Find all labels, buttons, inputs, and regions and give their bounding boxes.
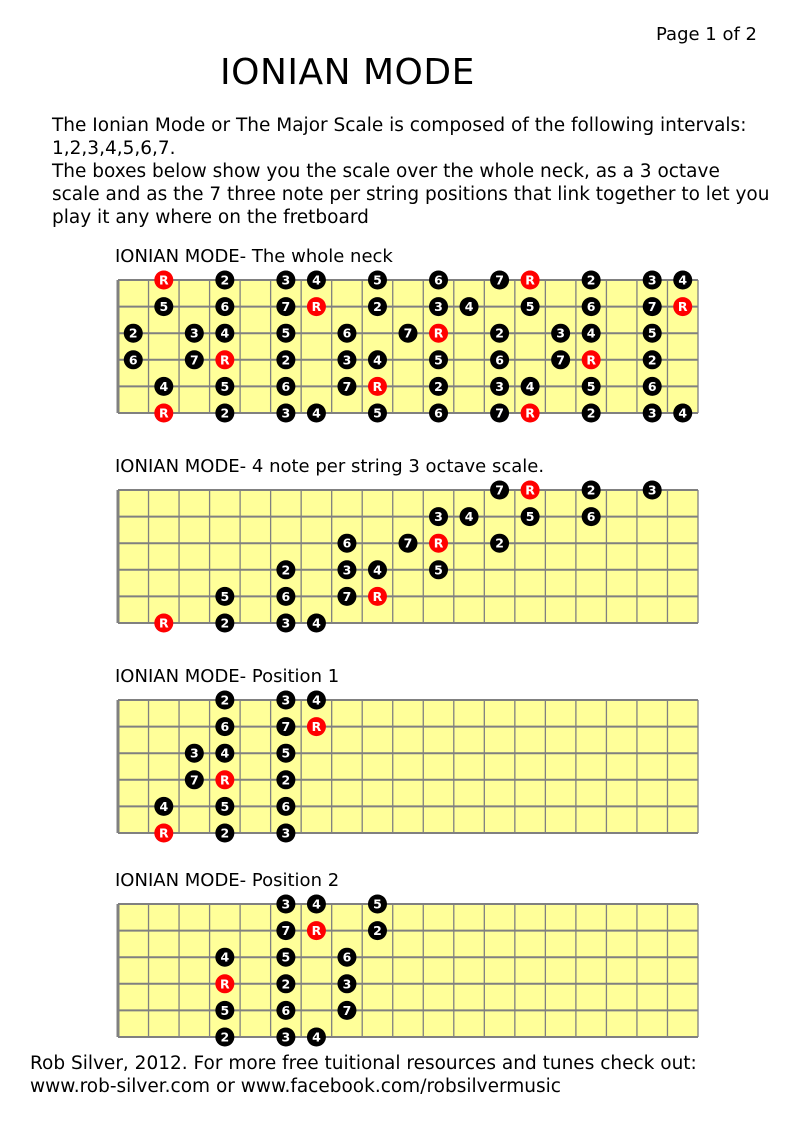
note-label: 7: [342, 378, 352, 394]
note-label: R: [525, 405, 535, 421]
note-label: 2: [647, 352, 657, 368]
note-label: 7: [189, 352, 199, 368]
note-label: 7: [281, 719, 291, 735]
scale-note-marker: [460, 507, 479, 526]
note-label: 2: [281, 976, 291, 992]
root-note-marker: [521, 481, 540, 500]
note-label: 2: [220, 615, 230, 631]
scale-note-marker: [276, 691, 295, 710]
note-label: 7: [495, 482, 504, 498]
note-label: 2: [128, 325, 138, 341]
note-label: 5: [586, 378, 596, 394]
note-label: R: [586, 352, 596, 368]
note-label: 5: [220, 798, 230, 814]
scale-note-marker: [429, 350, 448, 369]
note-label: 7: [403, 325, 413, 341]
root-note-marker: [368, 377, 387, 396]
note-label: 6: [281, 378, 291, 394]
scale-note-marker: [399, 324, 418, 343]
scale-note-marker: [276, 1028, 295, 1047]
note-label: 6: [434, 272, 443, 288]
scale-note-marker: [276, 377, 295, 396]
scale-note-marker: [215, 1028, 234, 1047]
note-label: 2: [373, 923, 382, 939]
scale-note-marker: [337, 350, 356, 369]
note-label: 7: [556, 352, 565, 368]
diagram-title-position-2: IONIAN MODE- Position 2: [115, 870, 340, 891]
note-label: 7: [495, 405, 504, 421]
note-label: 6: [586, 299, 596, 315]
scale-note-marker: [368, 404, 387, 423]
note-label: R: [220, 772, 230, 788]
scale-note-marker: [337, 948, 356, 967]
note-label: 2: [281, 772, 291, 788]
note-label: R: [525, 272, 535, 288]
footer: [30, 1052, 780, 1098]
scale-note-marker: [429, 297, 448, 316]
scale-note-marker: [399, 534, 418, 553]
note-label: R: [220, 976, 230, 992]
note-label: 6: [128, 352, 138, 368]
scale-note-marker: [490, 324, 509, 343]
scale-note-marker: [215, 324, 234, 343]
scale-note-marker: [643, 324, 662, 343]
note-label: 2: [281, 562, 291, 578]
note-label: 4: [312, 405, 321, 421]
scale-note-marker: [643, 481, 662, 500]
scale-note-marker: [276, 717, 295, 736]
note-label: 4: [312, 615, 321, 631]
scale-note-marker: [276, 974, 295, 993]
note-label: 4: [678, 272, 688, 288]
note-label: 3: [556, 325, 565, 341]
note-label: 3: [647, 482, 657, 498]
intro-paragraph-1: The Ionian Mode or The Major Scale is composed of the following intervals: 1,2,3,4,5,6,7.: [52, 115, 747, 159]
note-label: 6: [647, 378, 657, 394]
note-label: 4: [220, 745, 230, 761]
note-label: R: [677, 299, 688, 315]
scale-note-marker: [337, 534, 356, 553]
note-label: 5: [281, 745, 291, 761]
note-label: 3: [647, 272, 657, 288]
note-label: 2: [220, 692, 230, 708]
scale-note-marker: [337, 974, 356, 993]
root-note-marker: [215, 350, 234, 369]
scale-note-marker: [215, 691, 234, 710]
scale-note-marker: [215, 587, 234, 606]
scale-note-marker: [276, 824, 295, 843]
scale-note-marker: [490, 271, 509, 290]
root-note-marker: [521, 271, 540, 290]
scale-note-marker: [368, 560, 387, 579]
root-note-marker: [673, 297, 692, 316]
note-label: 2: [220, 272, 230, 288]
scale-note-marker: [215, 377, 234, 396]
scale-note-marker: [521, 297, 540, 316]
note-label: R: [158, 825, 169, 841]
scale-note-marker: [154, 377, 173, 396]
note-label: 7: [342, 1002, 352, 1018]
scale-note-marker: [307, 691, 326, 710]
note-label: 2: [220, 825, 230, 841]
note-label: R: [311, 923, 322, 939]
scale-note-marker: [551, 350, 570, 369]
scale-note-marker: [429, 404, 448, 423]
scale-note-marker: [582, 404, 601, 423]
note-label: 7: [189, 772, 199, 788]
fretboard-whole-neck: [0, 262, 792, 422]
scale-note-marker: [276, 350, 295, 369]
scale-note-marker: [337, 560, 356, 579]
note-label: 3: [434, 509, 443, 525]
scale-note-marker: [337, 1001, 356, 1020]
root-note-marker: [429, 534, 448, 553]
scale-note-marker: [490, 350, 509, 369]
note-label: 4: [312, 272, 321, 288]
scale-note-marker: [429, 507, 448, 526]
fretboard-background: [118, 904, 698, 1037]
note-label: R: [158, 615, 169, 631]
scale-note-marker: [551, 324, 570, 343]
note-label: 3: [281, 615, 291, 631]
diagram-title-position-1: IONIAN MODE- Position 1: [115, 666, 340, 687]
scale-note-marker: [673, 404, 692, 423]
page-title: IONIAN MODE: [220, 52, 475, 93]
scale-note-marker: [185, 744, 204, 763]
scale-note-marker: [490, 481, 509, 500]
note-label: 4: [586, 325, 596, 341]
note-label: R: [158, 272, 169, 288]
fretboard-position-2: [0, 886, 792, 1046]
scale-note-marker: [307, 1028, 326, 1047]
note-label: 6: [342, 535, 352, 551]
note-label: R: [433, 325, 444, 341]
scale-note-marker: [276, 324, 295, 343]
note-label: 3: [281, 272, 291, 288]
intro-paragraph-2: The boxes below show you the scale over the whole neck, as a 3 octave scale and as the 7 three note per string positions that link together to let you play it any where on the fretboard: [52, 161, 770, 228]
note-label: 6: [495, 352, 504, 368]
scale-note-marker: [582, 377, 601, 396]
root-note-marker: [307, 717, 326, 736]
scale-note-marker: [643, 404, 662, 423]
note-label: 4: [373, 562, 382, 578]
note-label: 5: [220, 1002, 230, 1018]
note-label: 5: [281, 325, 291, 341]
root-note-marker: [368, 587, 387, 606]
note-label: 2: [586, 272, 596, 288]
note-label: 3: [647, 405, 657, 421]
scale-note-marker: [276, 560, 295, 579]
scale-note-marker: [124, 324, 143, 343]
note-label: 4: [312, 1029, 321, 1045]
note-label: 4: [373, 352, 382, 368]
note-label: 2: [586, 405, 596, 421]
scale-note-marker: [643, 297, 662, 316]
note-label: 3: [281, 896, 291, 912]
fretboard-position-1: [0, 682, 792, 842]
scale-note-marker: [124, 350, 143, 369]
note-label: 6: [586, 509, 596, 525]
scale-note-marker: [582, 271, 601, 290]
scale-note-marker: [368, 271, 387, 290]
note-label: 7: [342, 588, 352, 604]
note-label: 2: [434, 378, 443, 394]
note-label: 7: [281, 299, 291, 315]
note-label: R: [525, 482, 535, 498]
note-label: 6: [220, 299, 230, 315]
scale-note-marker: [490, 404, 509, 423]
note-label: 5: [373, 896, 382, 912]
scale-note-marker: [215, 1001, 234, 1020]
note-label: 3: [281, 825, 291, 841]
scale-note-marker: [460, 297, 479, 316]
scale-note-marker: [215, 744, 234, 763]
note-label: 4: [678, 405, 688, 421]
note-label: 5: [525, 299, 535, 315]
note-label: 4: [464, 509, 474, 525]
intro-text: [52, 114, 772, 229]
note-label: 4: [159, 798, 169, 814]
scale-note-marker: [154, 297, 173, 316]
scale-note-marker: [368, 297, 387, 316]
scale-note-marker: [215, 404, 234, 423]
note-label: 5: [434, 352, 443, 368]
note-label: 2: [586, 482, 596, 498]
root-note-marker: [154, 614, 173, 633]
scale-note-marker: [429, 377, 448, 396]
scale-note-marker: [307, 895, 326, 914]
scale-note-marker: [215, 948, 234, 967]
fretboard-background: [118, 280, 698, 413]
note-label: 2: [220, 405, 230, 421]
scale-note-marker: [582, 297, 601, 316]
note-label: 4: [220, 949, 230, 965]
root-note-marker: [429, 324, 448, 343]
scale-note-marker: [185, 350, 204, 369]
note-label: 7: [495, 272, 504, 288]
note-label: 5: [373, 272, 382, 288]
note-label: 5: [434, 562, 443, 578]
footer-links: www.rob-silver.com or www.facebook.com/robsilvermusic: [30, 1076, 561, 1097]
note-label: 6: [342, 325, 352, 341]
scale-note-marker: [429, 271, 448, 290]
root-note-marker: [215, 974, 234, 993]
root-note-marker: [307, 297, 326, 316]
fretboard-background: [118, 700, 698, 833]
note-label: 3: [342, 562, 352, 578]
note-label: 3: [189, 745, 199, 761]
scale-note-marker: [582, 324, 601, 343]
scale-note-marker: [490, 377, 509, 396]
note-label: R: [311, 299, 322, 315]
scale-note-marker: [643, 271, 662, 290]
note-label: 6: [281, 798, 291, 814]
note-label: 4: [312, 896, 321, 912]
note-label: 3: [281, 405, 291, 421]
scale-note-marker: [276, 587, 295, 606]
scale-note-marker: [185, 324, 204, 343]
diagram-title-3-octave: IONIAN MODE- 4 note per string 3 octave scale.: [115, 456, 545, 477]
note-label: 3: [189, 325, 199, 341]
root-note-marker: [154, 824, 173, 843]
note-label: 2: [220, 1029, 230, 1045]
scale-note-marker: [368, 350, 387, 369]
root-note-marker: [521, 404, 540, 423]
note-label: 7: [281, 923, 291, 939]
note-label: 2: [495, 535, 504, 551]
note-label: 6: [281, 588, 291, 604]
scale-note-marker: [582, 507, 601, 526]
scale-note-marker: [215, 297, 234, 316]
scale-note-marker: [276, 921, 295, 940]
note-label: 6: [342, 949, 352, 965]
scale-note-marker: [643, 350, 662, 369]
scale-note-marker: [490, 534, 509, 553]
scale-note-marker: [215, 824, 234, 843]
scale-note-marker: [276, 1001, 295, 1020]
fretboard-3-octave: [0, 472, 792, 632]
scale-note-marker: [215, 717, 234, 736]
note-label: 6: [434, 405, 443, 421]
root-note-marker: [154, 404, 173, 423]
scale-note-marker: [337, 377, 356, 396]
note-label: R: [433, 535, 444, 551]
note-label: 5: [220, 378, 230, 394]
diagram-title-whole-neck: IONIAN MODE- The whole neck: [115, 246, 393, 267]
note-label: R: [311, 719, 322, 735]
note-label: 2: [373, 299, 382, 315]
note-label: 7: [647, 299, 657, 315]
scale-note-marker: [276, 404, 295, 423]
scale-note-marker: [154, 797, 173, 816]
note-label: R: [220, 352, 230, 368]
scale-note-marker: [215, 797, 234, 816]
scale-note-marker: [368, 921, 387, 940]
scale-note-marker: [215, 271, 234, 290]
scale-note-marker: [276, 770, 295, 789]
note-label: 6: [281, 1002, 291, 1018]
fretboard-background: [118, 490, 698, 623]
root-note-marker: [307, 921, 326, 940]
scale-note-marker: [276, 797, 295, 816]
scale-note-marker: [215, 614, 234, 633]
note-label: 3: [495, 378, 504, 394]
note-label: 5: [373, 405, 382, 421]
note-label: 5: [647, 325, 657, 341]
note-label: 3: [342, 976, 352, 992]
scale-note-marker: [368, 895, 387, 914]
note-label: 3: [281, 1029, 291, 1045]
scale-note-marker: [307, 404, 326, 423]
scale-note-marker: [276, 297, 295, 316]
note-label: 5: [525, 509, 535, 525]
root-note-marker: [154, 271, 173, 290]
note-label: R: [158, 405, 169, 421]
scale-note-marker: [185, 770, 204, 789]
note-label: 5: [220, 588, 230, 604]
note-label: 7: [403, 535, 413, 551]
note-label: 3: [342, 352, 352, 368]
note-label: 4: [312, 692, 321, 708]
footer-credit: Rob Silver, 2012. For more free tuitional resources and tunes check out:: [30, 1053, 697, 1074]
scale-note-marker: [337, 587, 356, 606]
note-label: 4: [159, 378, 169, 394]
scale-note-marker: [276, 948, 295, 967]
scale-note-marker: [307, 271, 326, 290]
scale-note-marker: [307, 614, 326, 633]
scale-note-marker: [673, 271, 692, 290]
scale-note-marker: [582, 481, 601, 500]
scale-note-marker: [337, 324, 356, 343]
note-label: R: [372, 378, 383, 394]
scale-note-marker: [521, 507, 540, 526]
note-label: R: [372, 588, 383, 604]
note-label: 3: [281, 692, 291, 708]
scale-note-marker: [276, 744, 295, 763]
page-number: Page 1 of 2: [656, 24, 757, 45]
scale-note-marker: [276, 895, 295, 914]
root-note-marker: [215, 770, 234, 789]
root-note-marker: [582, 350, 601, 369]
note-label: 4: [220, 325, 230, 341]
note-label: 4: [525, 378, 535, 394]
note-label: 2: [495, 325, 504, 341]
note-label: 4: [464, 299, 474, 315]
note-label: 3: [434, 299, 443, 315]
note-label: 6: [220, 719, 230, 735]
scale-note-marker: [276, 271, 295, 290]
note-label: 5: [159, 299, 169, 315]
scale-note-marker: [429, 560, 448, 579]
scale-note-marker: [643, 377, 662, 396]
note-label: 2: [281, 352, 291, 368]
scale-note-marker: [521, 377, 540, 396]
scale-note-marker: [276, 614, 295, 633]
note-label: 5: [281, 949, 291, 965]
